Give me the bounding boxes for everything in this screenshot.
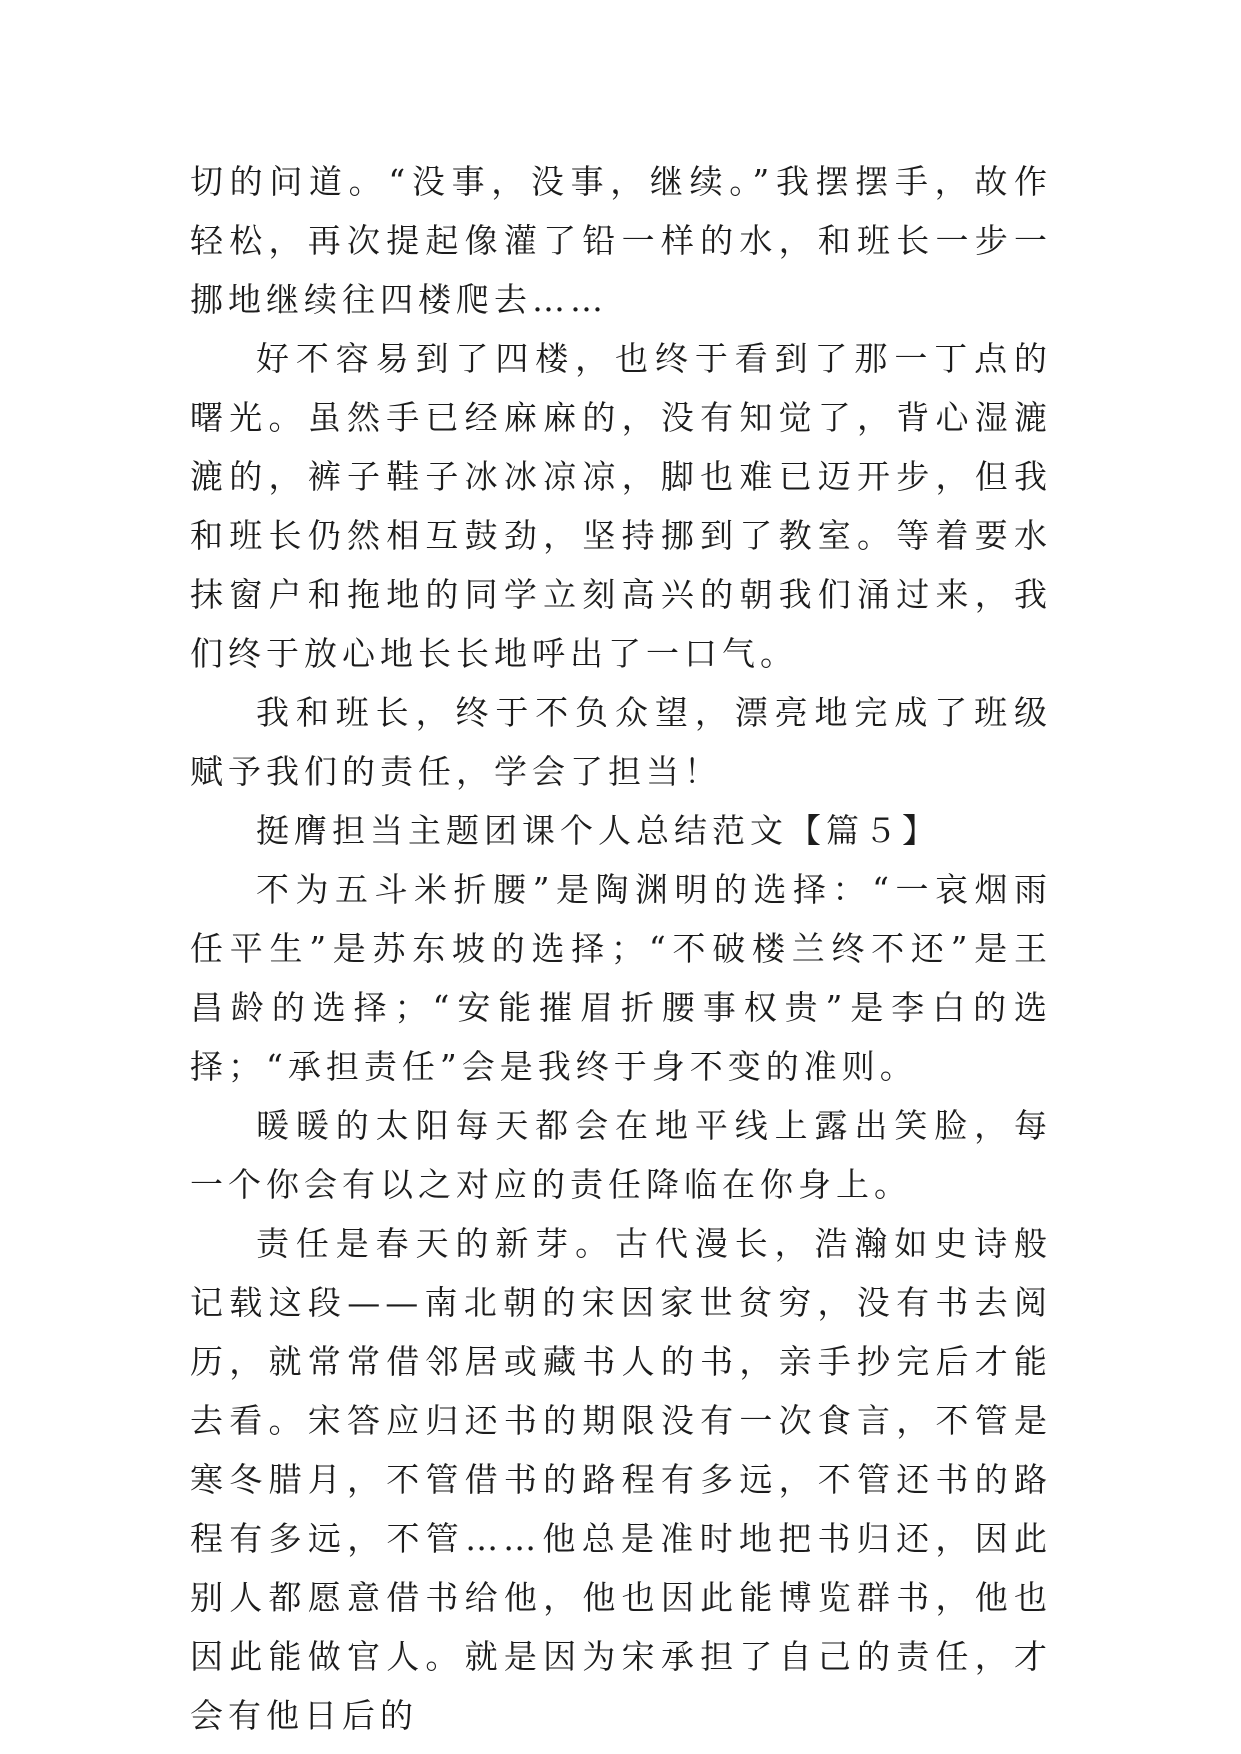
section-heading: 挺膺担当主题团课个人总结范文【篇５】	[256, 811, 940, 850]
paragraph: 我和班长，终于不负众望，漂亮地完成了班级赋予我们的责任，学会了担当！	[190, 693, 1052, 791]
paragraph: 好不容易到了四楼，也终于看到了那一丁点的曙光。虽然手已经麻麻的，没有知觉了，背心湿漉漉的，裤子鞋子冰冰凉凉，脚也难已迈开步，但我和班长仍然相互鼓劲，坚持挪到了教室。等着要水抹窗户和拖地的同学立刻高兴的朝我们涌过来，我们终于放心地长长地呼出了一口气。	[190, 339, 1052, 673]
paragraph: 不为五斗米折腰”是陶渊明的选择：“一哀烟雨任平生”是苏东坡的选择；“不破楼兰终不还”是王昌龄的选择；“安能摧眉折腰事权贵”是李白的选择；“承担责任”会是我终于身不变的准则。	[190, 870, 1052, 1086]
paragraph: 暖暖的太阳每天都会在地平线上露出笑脸，每一个你会有以之对应的责任降临在你身上。	[190, 1106, 1052, 1204]
document-body	[190, 152, 1052, 1745]
paragraph: 责任是春天的新芽。古代漫长，浩瀚如史诗般记载这段——南北朝的宋因家世贫穷，没有书去阅历，就常常借邻居或藏书人的书，亲手抄完后才能去看。宋答应归还书的期限没有一次食言，不管是寒冬腊月，不管借书的路程有多远，不管还书的路程有多远，不管……他总是准时地把书归还，因此别人都愿意借书给他，他也因此能博览群书，他也因此能做官人。就是因为宋承担了自己的责任，才会有他日后的	[190, 1224, 1052, 1735]
paragraph-continuation: 切的问道。“没事，没事，继续。”我摆摆手，故作轻松，再次提起像灌了铅一样的水，和班长一步一挪地继续往四楼爬去……	[190, 162, 1052, 319]
